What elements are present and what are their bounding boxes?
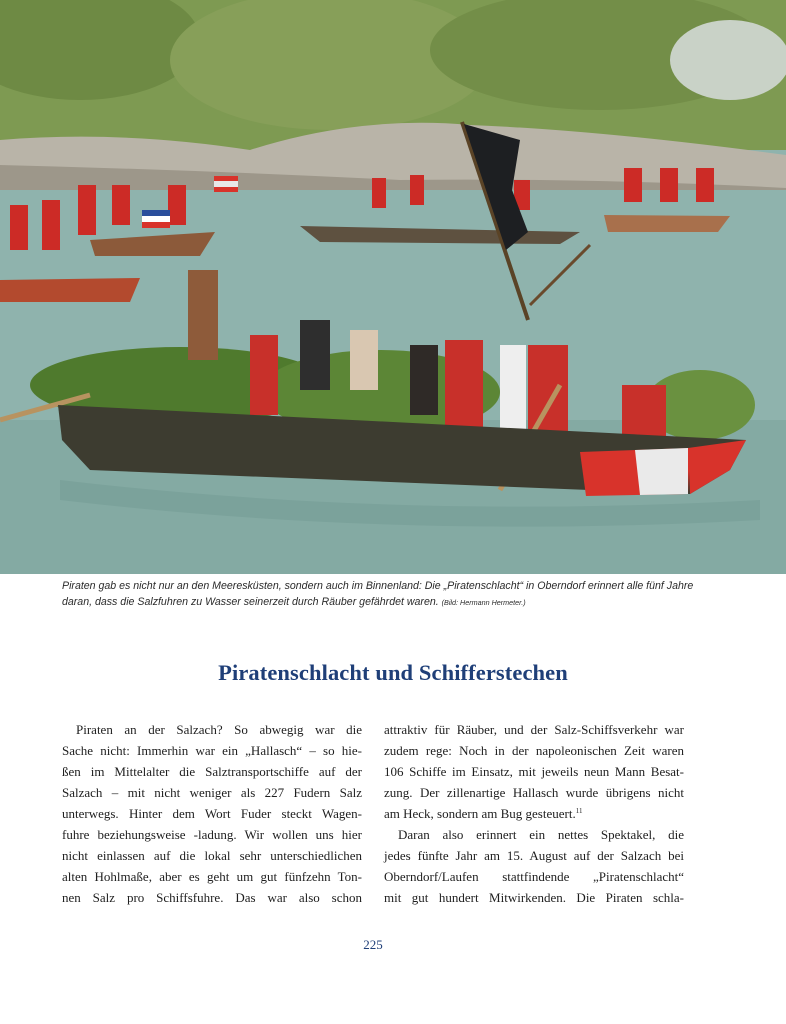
body-line-paragraph-end	[384, 803, 684, 824]
body-line: fuhre beziehungsweise -ladung. Wir wollen uns hier	[62, 827, 362, 842]
body-line: Piraten an der Salzach? So abwegig war die	[76, 722, 362, 737]
body-line: ßen im Mittelalter die Salztransportschiffe auf der	[62, 764, 362, 779]
photo-caption	[62, 578, 702, 611]
photo-credit: (Bild: Hermann Hermeter.)	[441, 598, 526, 607]
caption-text: Piraten gab es nicht nur an den Meeresküsten, sondern auch im Binnenland: Die „Piratenschlacht“ in Oberndorf erinnert alle fünf Jahre daran, dass die Salzfuhren zu Wasser seinerzeit durch Räuber gefährdet waren.	[62, 580, 694, 608]
page-number: 225	[363, 937, 383, 952]
body-line: Salzach – mit nicht weniger als 227 Fudern Salz	[62, 785, 362, 800]
body-line: Sache nicht: Immerhin war ein „Hallasch“ – so hie-	[62, 743, 362, 758]
section-heading: Piratenschlacht und Schifferstechen	[218, 660, 568, 685]
body-line: zung. Der zillenartige Hallasch wurde übrigens nicht	[384, 785, 684, 800]
right-text-column	[384, 719, 684, 908]
body-line: jedes fünfte Jahr am 15. August auf der Salzach bei	[384, 848, 684, 863]
left-text-column	[62, 719, 362, 908]
body-line: unterwegs. Hinter dem Wort Fuder steckt Wagen-	[62, 806, 362, 821]
body-line: Daran also erinnert ein nettes Spektakel, die	[398, 827, 684, 842]
body-line-text: am Heck, sondern am Bug gesteuert.	[384, 806, 576, 821]
body-line: nen Salz pro Schiffsfuhre. Das war also schon	[62, 890, 362, 905]
body-line: zudem rege: Noch in der napoleonischen Zeit waren	[384, 743, 684, 758]
body-line: Oberndorf/Laufen stattfindende „Piratenschlacht“	[384, 869, 684, 884]
body-line: 106 Schiffe im Einsatz, mit jeweils neun Mann Besat-	[384, 764, 684, 779]
body-line: alten Hohlmaße, aber es geht um gut fünfzehn Ton-	[62, 869, 362, 884]
footnote-reference: 11	[575, 807, 583, 815]
body-line: nicht einlassen auf die lokal sehr unterschiedlichen	[62, 848, 362, 863]
body-line: attraktiv für Räuber, und der Salz-Schiffsverkehr war	[384, 722, 684, 737]
body-line: mit gut hundert Mitwirkenden. Die Piraten schla-	[384, 890, 684, 905]
